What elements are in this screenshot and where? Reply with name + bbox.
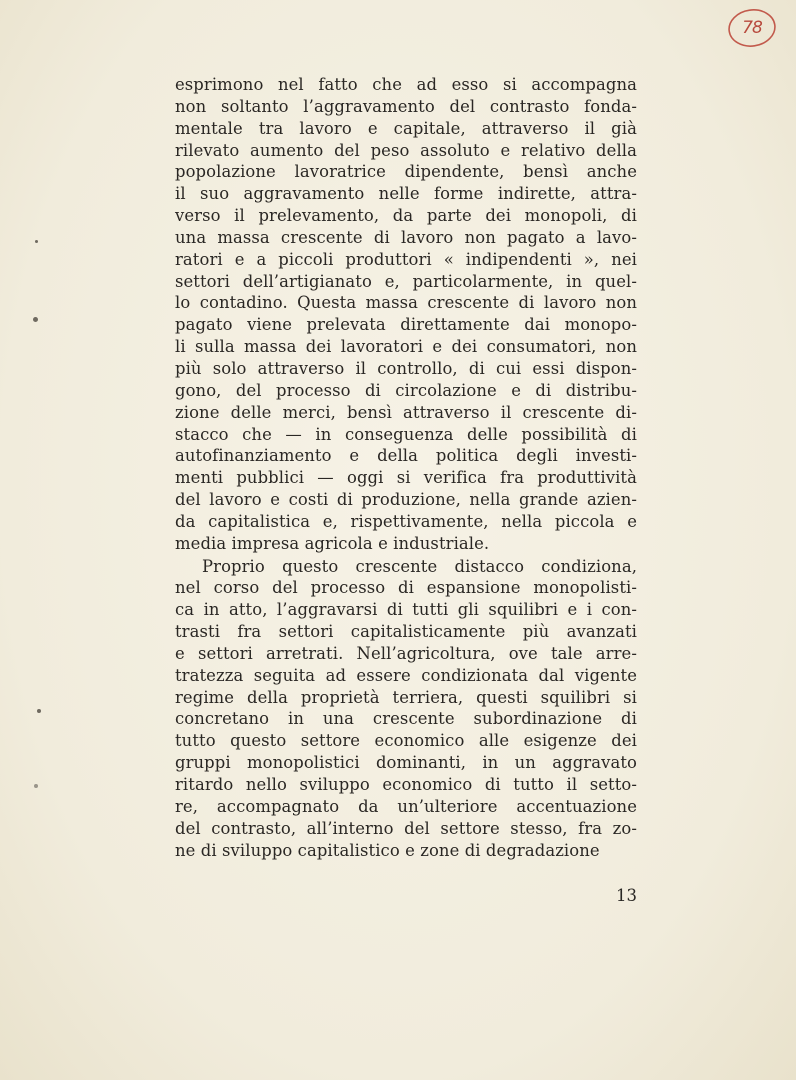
text-line: re, accompagnato da un’ulteriore accentuazione	[175, 796, 637, 816]
text-line: rilevato aumento del peso assoluto e relativo della	[175, 140, 637, 160]
text-line: verso il prelevamento, da parte dei monopoli, di	[175, 206, 637, 226]
text-line: tutto questo settore economico alle esigenze dei	[175, 731, 637, 751]
text-line: non soltanto l’aggravamento del contrasto fonda-	[175, 96, 637, 116]
text-line: gruppi monopolistici dominanti, in un aggravato	[175, 753, 637, 773]
text-line: li sulla massa dei lavoratori e dei consumatori, non	[175, 337, 637, 357]
margin-speck	[37, 709, 41, 713]
text-line: tratezza seguita ad essere condizionata dal vigente	[175, 665, 637, 685]
text-line: popolazione lavoratrice dipendente, bensì anche	[175, 162, 637, 182]
text-line: da capitalistica e, rispettivamente, nella piccola e	[175, 511, 637, 531]
text-line: autofinanziamento e della politica degli investi-	[175, 446, 637, 466]
text-line: lo contadino. Questa massa crescente di lavoro non	[175, 293, 637, 313]
text-line: menti pubblici — oggi si verifica fra produttività	[175, 468, 637, 488]
text-line: media impresa agricola e industriale.	[175, 533, 490, 553]
text-line: del lavoro e costi di produzione, nella grande azien-	[175, 490, 637, 510]
margin-speck	[34, 784, 38, 788]
text-line: settori dell’artigianato e, particolarmente, in quel-	[175, 271, 637, 291]
text-line: più solo attraverso il controllo, di cui essi dispon-	[175, 358, 637, 378]
text-line: ca in atto, l’aggravarsi di tutti gli squilibri e i con-	[175, 600, 637, 620]
text-line: una massa crescente di lavoro non pagato a lavo-	[175, 227, 637, 247]
text-line: ne di sviluppo capitalistico e zone di degradazione	[175, 840, 600, 860]
text-line: trasti fra settori capitalisticamente più avanzati	[175, 622, 637, 642]
text-line: pagato viene prelevata direttamente dai monopo-	[175, 315, 637, 335]
text-line: concretano in una crescente subordinazione di	[175, 709, 637, 729]
text-line: del contrasto, all’interno del settore stesso, fra zo-	[175, 818, 637, 838]
text-line: il suo aggravamento nelle forme indirette, attra-	[175, 184, 637, 204]
text-line: gono, del processo di circolazione e di distribu-	[175, 380, 637, 400]
margin-speck	[33, 317, 38, 322]
text-line: ratori e a piccoli produttori « indipendenti », nei	[175, 249, 637, 269]
text-line: e settori arretrati. Nell’agricoltura, ove tale arre-	[175, 643, 637, 663]
text-line: regime della proprietà terriera, questi squilibri si	[175, 687, 637, 707]
text-line: Proprio questo crescente distacco condiziona,	[202, 556, 637, 576]
text-line: stacco che — in conseguenza delle possibilità di	[175, 424, 637, 444]
page-number: 13	[616, 886, 637, 905]
paragraph	[175, 556, 637, 862]
text-line: nel corso del processo di espansione monopolisti-	[175, 578, 637, 598]
archive-stamp	[726, 6, 778, 50]
text-line: ritardo nello sviluppo economico di tutto il setto-	[175, 775, 637, 794]
archive-number: 78	[742, 18, 762, 38]
text-line: esprimono nel fatto che ad esso si accompagna	[175, 75, 637, 94]
paragraph	[175, 74, 637, 555]
text-line: zione delle merci, bensì attraverso il crescente di-	[175, 402, 637, 422]
margin-speck	[35, 240, 38, 243]
text-line: mentale tra lavoro e capitale, attraverso il già	[175, 118, 637, 138]
body-text	[175, 74, 637, 861]
